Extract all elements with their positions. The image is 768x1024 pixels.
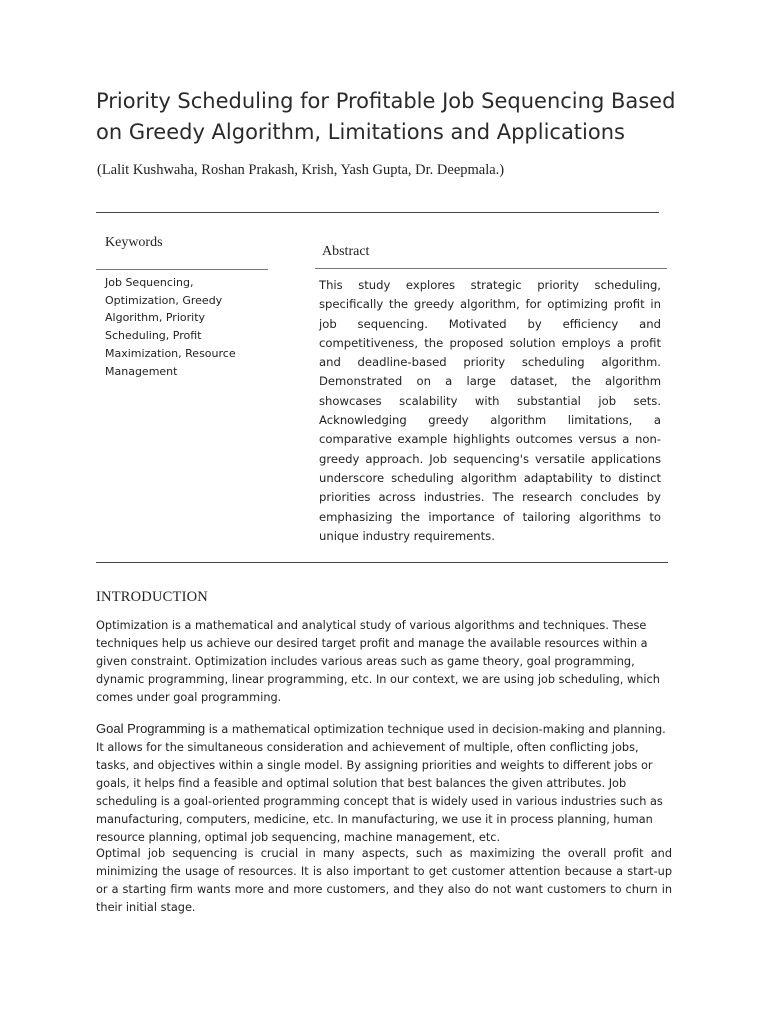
abstract-divider (315, 268, 667, 269)
introduction-heading: INTRODUCTION (96, 589, 208, 605)
keywords-divider (96, 269, 268, 270)
intro-paragraph-2-text: is a mathematical optimization technique used in decision-making and planning. It allows for the simultaneous consideration and achievement of multiple, often conflicting jobs, tasks, and objectives within a single model. By assigning priorities and weights to different jobs or goals, it helps find a feasible and optimal solution that best balances the given attributes. Job scheduling is a goal-oriented programming concept that is widely used in various industries such as manufacturing, computers, medicine, etc. In manufacturing, we use it in process planning, human resource planning, optimal job sequencing, machine management, etc. (96, 723, 666, 844)
author-list: (Lalit Kushwaha, Roshan Prakash, Krish, Yash Gupta, Dr. Deepmala.) (97, 162, 505, 178)
intro-paragraph-2 (96, 720, 672, 847)
header-divider (96, 212, 659, 213)
intro-paragraph-1: Optimization is a mathematical and analytical study of various algorithms and techniques. These techniques help us achieve our desired target profit and manage the available resources within a given constraint. Optimization includes various areas such as game theory, goal programming, dynamic programming, linear programming, etc. In our context, we are using job scheduling, which comes under goal programming. (96, 619, 660, 704)
abstract-heading: Abstract (322, 244, 370, 259)
paper-title: Priority Scheduling for Profitable Job Sequencing Based on Greedy Algorithm, Limitations and Applications (96, 89, 676, 144)
keywords-list: Job Sequencing, Optimization, Greedy Algorithm, Priority Scheduling, Profit Maximization, Resource Management (105, 276, 236, 378)
abstract-end-divider (96, 562, 668, 563)
goal-programming-term: Goal Programming (96, 721, 206, 736)
intro-paragraph-3: Optimal job sequencing is crucial in many aspects, such as maximizing the overall profit and minimizing the usage of resources. It is also important to get customer attention because a start-up or a starting firm wants more and more customers, and they also do not want customers to churn in their initial stage. (96, 847, 672, 914)
keywords-heading: Keywords (105, 235, 163, 250)
abstract-text: This study explores strategic priority scheduling, specifically the greedy algorithm, for optimizing profit in job sequencing. Motivated by efficiency and competitiveness, the proposed solution employs a profit and deadline-based priority scheduling algorithm. Demonstrated on a large dataset, the algorithm showcases scalability with substantial job sets. Acknowledging greedy algorithm limitations, a comparative example highlights outcomes versus a non-greedy approach. Job sequencing's versatile applications underscore scheduling algorithm adaptability to distinct priorities across industries. The research concludes by emphasizing the importance of tailoring algorithms to unique industry requirements. (319, 278, 661, 543)
